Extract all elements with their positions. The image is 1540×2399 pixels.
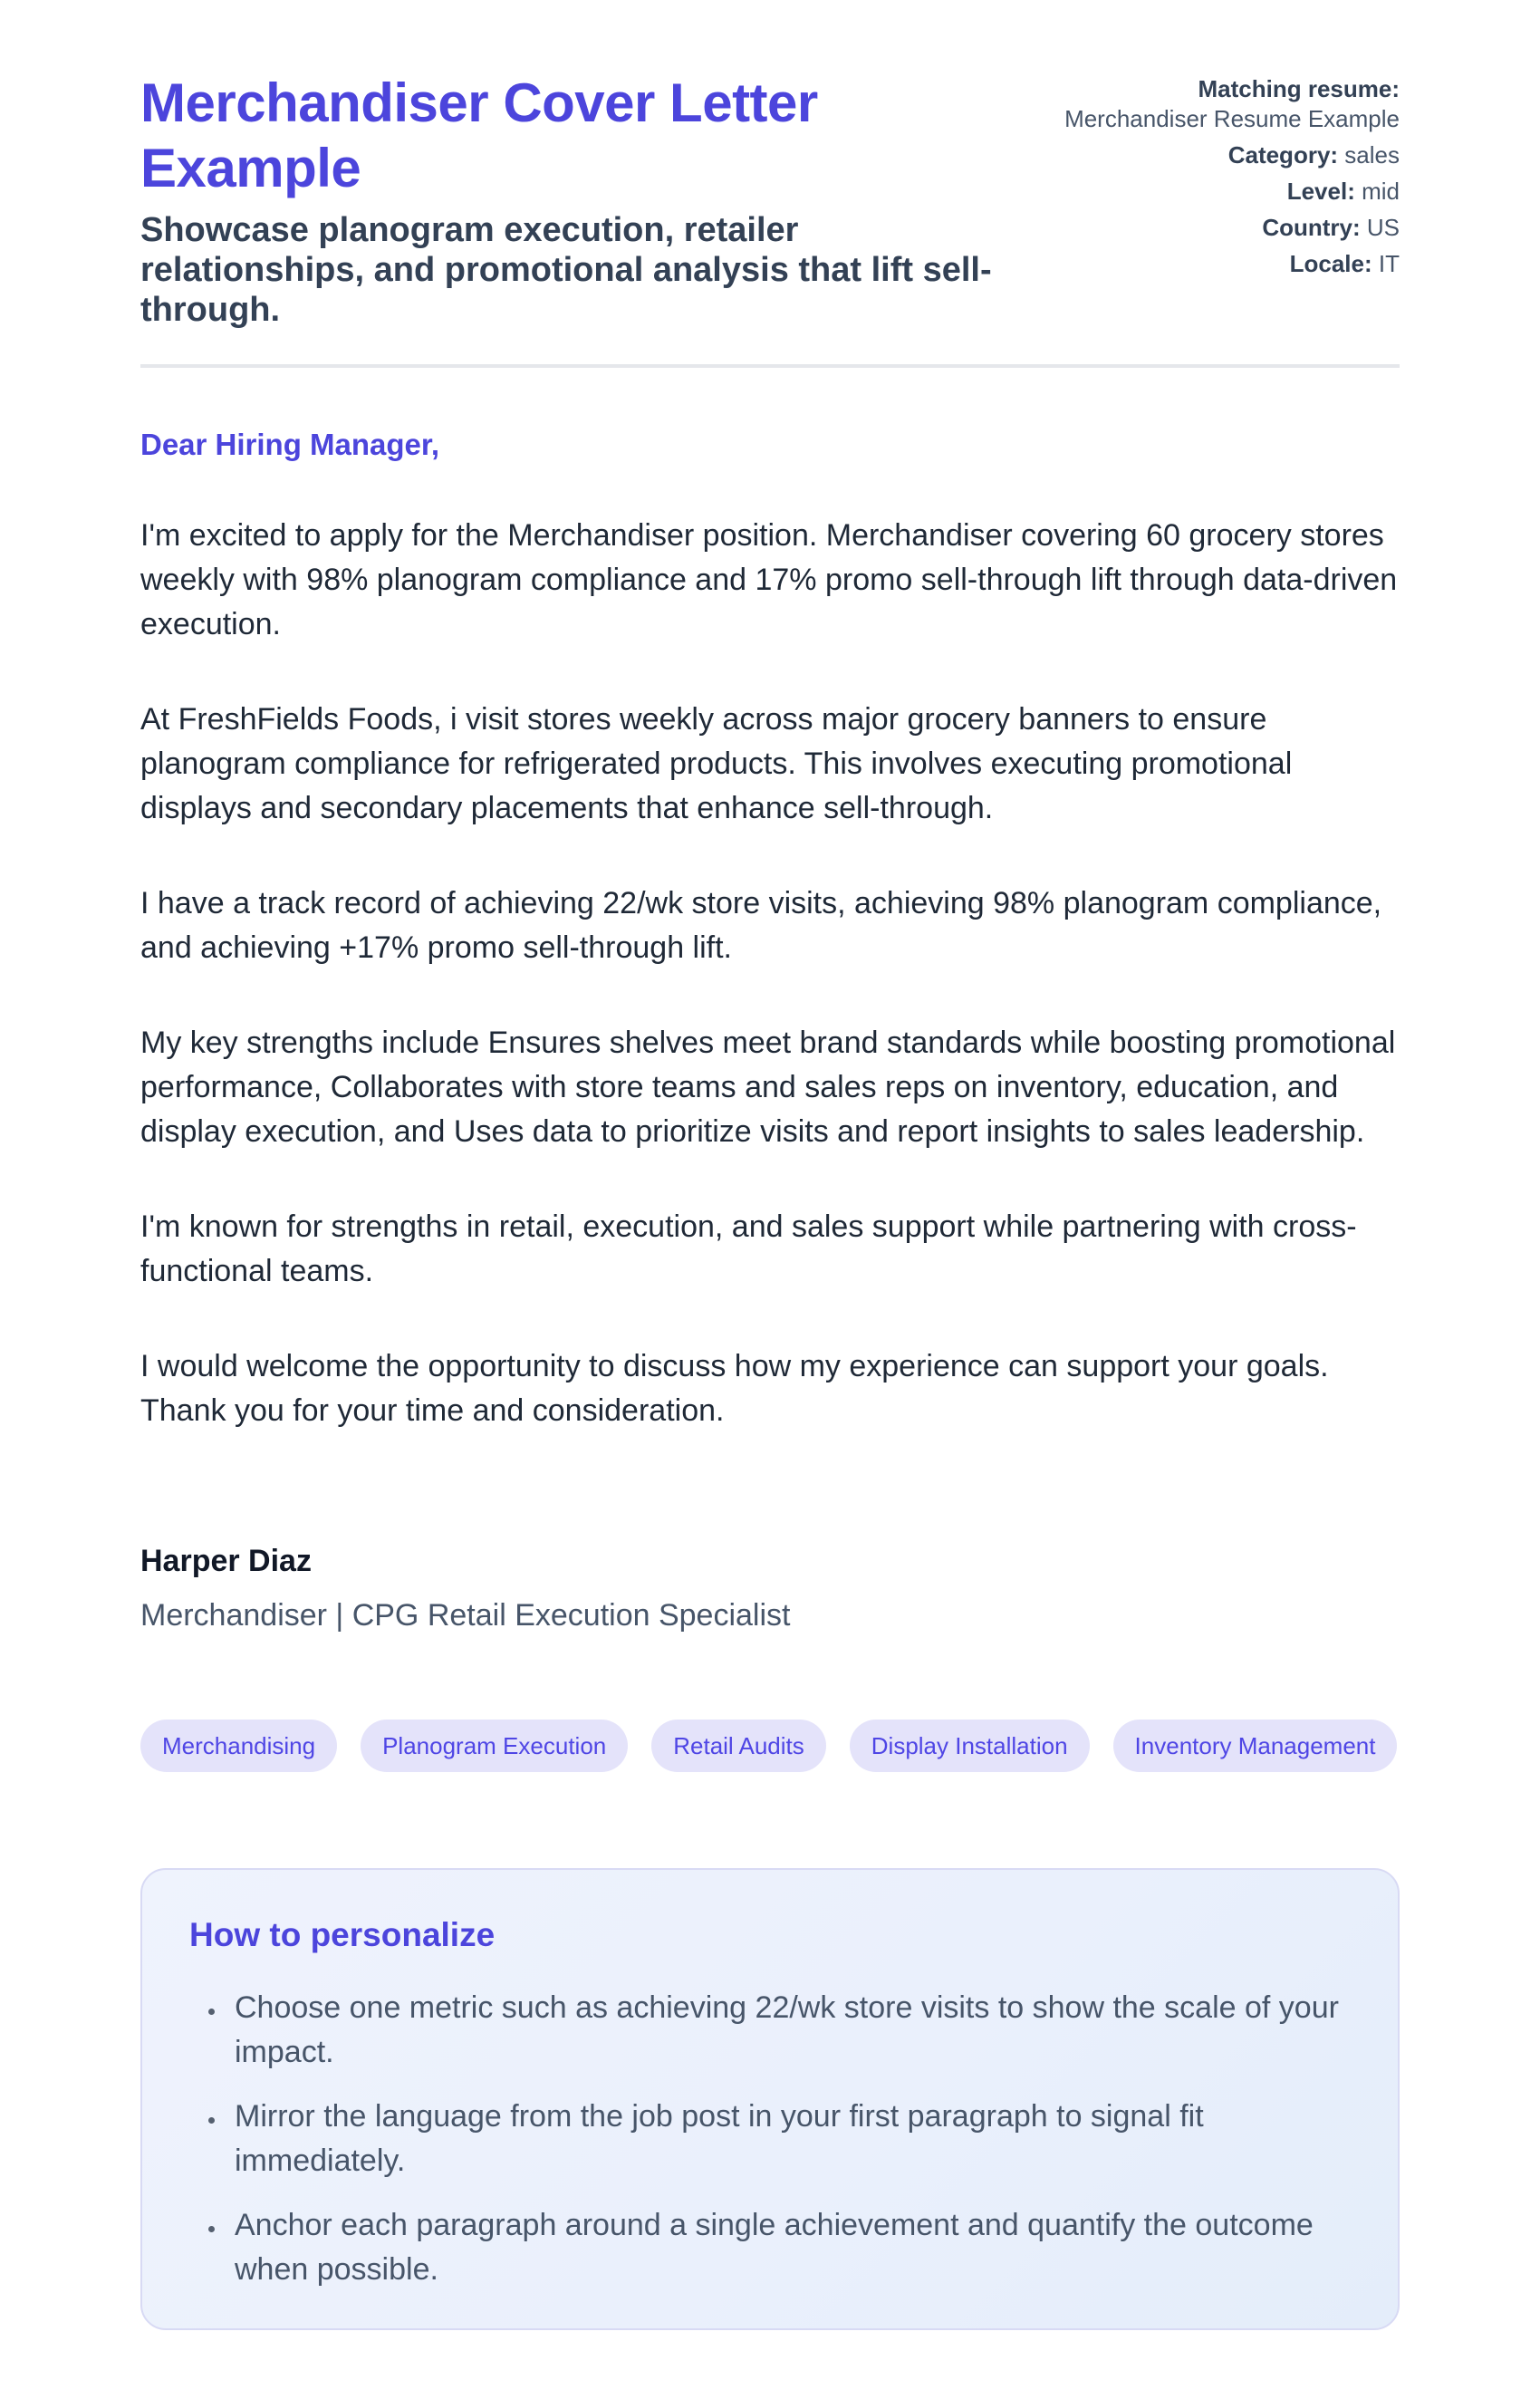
meta-item xyxy=(1064,177,1400,207)
letter-body xyxy=(140,426,1400,2330)
header-title-block xyxy=(140,71,1028,330)
letter-paragraph: I'm excited to apply for the Merchandiser position. Merchandiser covering 60 grocery stores weekly with 98% planogram compliance and 17% promo sell-through lift through data-driven execution. xyxy=(140,518,1398,641)
tag-pill[interactable]: Merchandising xyxy=(140,1720,337,1772)
tips-card xyxy=(140,1868,1400,2330)
tag-pill[interactable]: Display Installation xyxy=(850,1720,1090,1772)
tips-list xyxy=(189,1986,1351,2292)
letter-paragraph: At FreshFields Foods, i visit stores weekly across major grocery banners to ensure planogram compliance for refrigerated products. This involves executing promotional displays and secondary placements that enhance sell-through. xyxy=(140,702,1293,825)
meta-value: IT xyxy=(1378,250,1400,277)
meta-label: Matching resume: xyxy=(1198,75,1400,102)
page-title: Merchandiser Cover Letter Example xyxy=(140,72,818,198)
tag-pill[interactable]: Planogram Execution xyxy=(361,1720,628,1772)
meta-value: US xyxy=(1366,214,1400,241)
meta-panel xyxy=(1064,71,1400,330)
letter-paragraph: I would welcome the opportunity to discuss how my experience can support your goals. Thank you for your time and consideration. xyxy=(140,1349,1329,1428)
tips-title: How to personalize xyxy=(189,1916,496,1953)
letter-paragraph: My key strengths include Ensures shelves meet brand standards while boosting promotional performance, Collaborates with store teams and sales reps on inventory, education, and display execution, and Uses data to prioritize visits and report insights to sales leadership. xyxy=(140,1026,1396,1149)
letter-paragraphs xyxy=(140,514,1400,1433)
salutation: Dear Hiring Manager, xyxy=(140,428,440,461)
letter-paragraph: I'm known for strengths in retail, execution, and sales support while partnering with cross-functional teams. xyxy=(140,1209,1357,1288)
tag-pill[interactable]: Retail Audits xyxy=(651,1720,826,1772)
tips-item: • Choose one metric such as achieving 22/wk store visits to show the scale of your impact. xyxy=(227,1986,1351,2075)
meta-item xyxy=(1064,74,1400,134)
meta-label: Locale: xyxy=(1289,250,1372,277)
meta-value: sales xyxy=(1344,141,1400,169)
tips-item: • Anchor each paragraph around a single achievement and quantify the outcome when possible. xyxy=(227,2203,1351,2292)
content-container xyxy=(140,0,1400,2330)
letter-paragraph: I have a track record of achieving 22/wk store visits, achieving 98% planogram compliance, and achieving +17% promo sell-through lift. xyxy=(140,886,1382,965)
meta-value: mid xyxy=(1362,178,1400,205)
header xyxy=(140,71,1400,330)
signature-role: Merchandiser | CPG Retail Execution Specialist xyxy=(140,1598,791,1633)
tips-item: • Mirror the language from the job post in your first paragraph to signal fit immediately. xyxy=(227,2095,1351,2183)
meta-label: Category: xyxy=(1227,141,1339,169)
meta-item xyxy=(1064,249,1400,279)
meta-value: Merchandiser Resume Example xyxy=(1064,105,1400,132)
signature-name: Harper Diaz xyxy=(140,1544,312,1578)
tag-list xyxy=(140,1720,1400,1772)
meta-label: Country: xyxy=(1262,214,1361,241)
meta-label: Level: xyxy=(1286,178,1355,205)
page-subtitle: Showcase planogram execution, retailer relationships, and promotional analysis that lift sell-through. xyxy=(140,211,992,329)
header-divider xyxy=(140,364,1400,368)
meta-item xyxy=(1064,213,1400,243)
meta-item xyxy=(1064,140,1400,170)
tag-pill[interactable]: Inventory Management xyxy=(1113,1720,1398,1772)
